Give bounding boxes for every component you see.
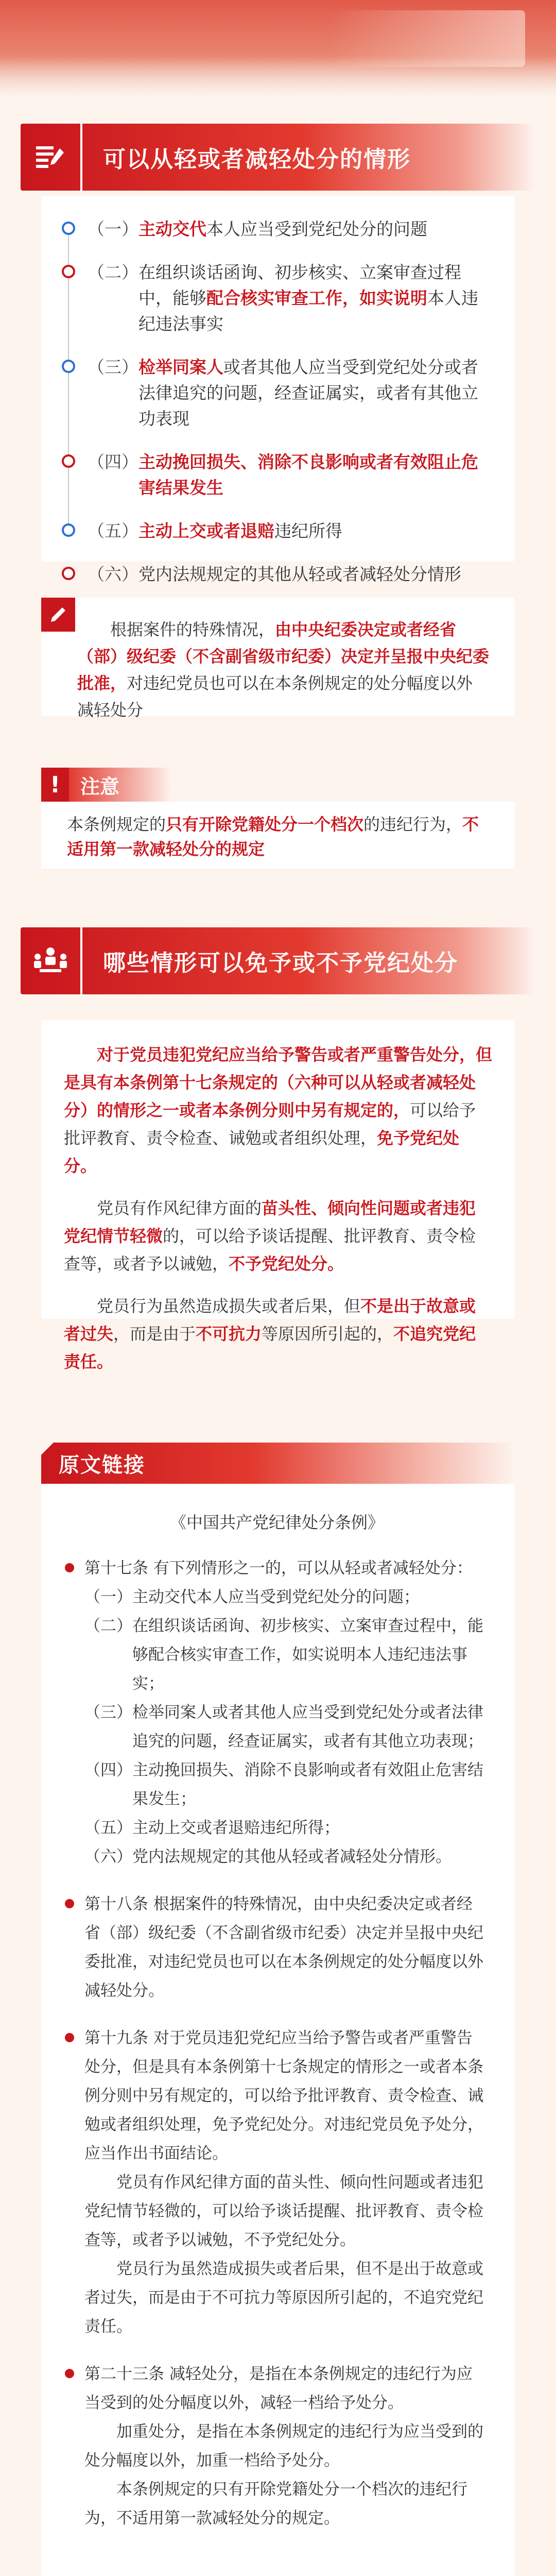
- body-text: 对违纪党员也可以在本条例规定的处分幅度以外减轻处分: [77, 673, 473, 720]
- list-item-text: [138, 354, 494, 432]
- article-19-paragraph: 党员有作风纪律方面的苗头性、倾向性问题或者违犯党纪情节轻微的，可以给予谈话提醒、批评教育、责令检查等，或者予以诫勉，不予党纪处分。: [84, 2173, 483, 2249]
- highlight-text: 不予党纪处分。: [229, 1254, 344, 1274]
- list-item: [62, 260, 494, 337]
- highlight-text: 不可抗力: [196, 1324, 262, 1344]
- original-text-card: [41, 1484, 515, 2576]
- item-number: （一）: [84, 1588, 132, 1606]
- list-item-text: [138, 260, 494, 337]
- highlight-text: 对于党员违犯党纪应当给予警告或者严重警告处分，但是具有本条例第十七条规定的（六种可以从轻或者减轻处分）的情形之一或者本条例分则中另有规定的，: [64, 1045, 493, 1120]
- original-text-header: [41, 1443, 515, 1484]
- list-item-number: （四）: [88, 452, 138, 472]
- article-18-text: 第十八条 根据案件的特殊情况，由中央纪委决定或者经省（部）级纪委（不含副省级市纪委）决定并呈报中央纪委批准，对违纪党员也可以在本条例规定的处分幅度以外减轻处分。: [84, 1895, 483, 2000]
- timeline-dot-icon: [62, 265, 75, 278]
- list-item: [62, 562, 494, 587]
- timeline-dot-icon: [62, 523, 75, 537]
- article-19-paragraph: 党员行为虽然造成损失或者后果，但不是出于故意或者过失，而是由于不可抗力等原因所引起的，不追究党纪责任。: [84, 2260, 483, 2336]
- article-23-paragraph: 第二十三条 减轻处分，是指在本条例规定的违纪行为应当受到的处分幅度以外，减轻一档给予处分。: [84, 2365, 473, 2412]
- timeline-dot-icon: [62, 222, 75, 235]
- item-text: 主动交代本人应当受到党纪处分的问题；: [132, 1588, 420, 1606]
- article-17-item: [84, 1756, 486, 1814]
- item-text: 主动上交或者退赔违纪所得；: [132, 1819, 340, 1837]
- article-17-item: [84, 1583, 486, 1612]
- body-text: 党员行为虽然造成损失或者后果，但: [97, 1296, 361, 1316]
- banner-fade: [0, 57, 556, 98]
- list-item: [62, 354, 494, 432]
- highlight-text: 不追究党纪责任。: [64, 1324, 476, 1371]
- highlight-text: 由中央纪委决定或者经省（部）级纪委（不含副省级市纪委）决定并呈报中央纪委批准，: [77, 620, 490, 693]
- list-pen-icon: [21, 124, 82, 191]
- highlight-text: 不是出于故意或者过失: [64, 1296, 476, 1344]
- meeting-people-icon: [21, 927, 82, 994]
- article-17-intro: 第十七条 有下列情形之一的，可以从轻或者减轻处分：: [84, 1559, 473, 1578]
- highlight-text: 免予党纪处分。: [64, 1128, 460, 1176]
- regulation-title: 《中国共产党纪律处分条例》: [169, 1513, 384, 1532]
- special-case-note: [41, 598, 515, 720]
- item-number: （五）: [84, 1819, 132, 1837]
- article-17: [65, 1554, 489, 1871]
- list-item-number: （一）: [88, 219, 138, 239]
- list-item-number: （六）: [88, 564, 138, 584]
- timeline-dot-icon: [62, 567, 75, 580]
- list-item-number: （二）: [88, 262, 138, 282]
- article-23-paragraph: 加重处分，是指在本条例规定的违纪行为应当受到的处分幅度以外，加重一档给予处分。: [84, 2422, 483, 2470]
- article-17-item: [84, 1698, 486, 1756]
- timeline-dot-icon: [62, 454, 75, 468]
- exemption-paragraph: [64, 1041, 492, 1180]
- list-item-text: [138, 216, 427, 242]
- attention-header: [41, 768, 175, 802]
- section-header-exemption: [21, 927, 535, 994]
- article-23-paragraph: 本条例规定的只有开除党籍处分一个档次的违纪行为，不适用第一款减轻处分的规定。: [84, 2480, 467, 2528]
- attention-box: [41, 768, 515, 871]
- highlight-text: 只有开除党籍处分一个档次: [166, 815, 364, 834]
- item-text: 在组织谈话函询、初步核实、立案审查过程中，能够配合核实审查工作，如实说明本人违纪违法事实；: [132, 1617, 483, 1693]
- item-text: 党内法规规定的其他从轻或者减轻处分情形。: [132, 1848, 451, 1866]
- body-text: 党员有作风纪律方面的: [97, 1198, 262, 1218]
- list-item: [62, 449, 494, 501]
- exemption-paragraph: [64, 1194, 492, 1278]
- highlight-text: 主动交代: [138, 219, 206, 239]
- body-text: 或者其他人应当受到党纪处分或者法律追究的问题，经查证属实，或者有其他立功表现: [138, 357, 478, 429]
- article-19-paragraph: 第十九条 对于党员违犯党纪应当给予警告或者严重警告处分，但是具有本条例第十七条规定的情形之一或者本条例分则中另有规定的，可以给予批评教育、责令检查、诫勉或者组织处理，免予党纪处分。对违纪党员免予处分，应当作出书面结论。: [84, 2029, 483, 2163]
- highlight-text: 配合核实审查工作，如实说明: [206, 288, 427, 308]
- bullet-dot: [65, 2369, 74, 2378]
- highlight-text: 苗头性、倾向性问题或者违犯党纪情节轻微: [64, 1198, 476, 1246]
- attention-label: 注意: [69, 768, 172, 802]
- body-text: 可以给予批评教育、责令检查、诫勉或者组织处理，: [64, 1100, 476, 1148]
- article-19: [65, 2024, 489, 2341]
- body-text: 在组织谈话函询、初步核实、立案审查过程中，能够: [138, 262, 461, 308]
- item-number: （三）: [84, 1703, 132, 1722]
- bullet-dot: [65, 1899, 74, 1908]
- highlight-text: 不适用第一款减轻处分的规定: [67, 815, 479, 859]
- body-text: 本人违纪违法事实: [138, 288, 478, 334]
- highlight-text: 主动上交或者退赔: [138, 521, 274, 541]
- item-number: （六）: [84, 1848, 132, 1866]
- body-text: 违纪所得: [274, 521, 342, 541]
- article-23: [65, 2360, 489, 2533]
- list-item-number: （五）: [88, 521, 138, 541]
- item-text: 主动挽回损失、消除不良影响或者有效阻止危害结果发生；: [132, 1761, 483, 1808]
- article-17-item: [84, 1842, 486, 1871]
- highlight-text: 检举同案人: [138, 357, 223, 377]
- top-banner: [0, 0, 556, 98]
- body-text: 的违纪行为，: [363, 815, 463, 834]
- section-title: 哪些情形可以免予或不予党纪处分: [103, 950, 458, 976]
- bullet-dot: [65, 1563, 74, 1572]
- exemption-paragraph: [64, 1292, 492, 1376]
- body-text: 根据案件的特殊情况，: [110, 620, 275, 639]
- lighter-punishment-list: [41, 196, 515, 584]
- pencil-icon: [41, 598, 75, 632]
- body-text: 本条例规定的: [67, 815, 166, 834]
- list-item: [62, 216, 494, 242]
- exclamation-icon: !: [41, 768, 69, 802]
- body-text: 的，可以给予谈话提醒、批评教育、责令检查等，或者予以诫勉，: [64, 1226, 476, 1274]
- body-text: 本人应当受到党纪处分的问题: [206, 219, 427, 239]
- article-18: [65, 1890, 489, 2005]
- article-17-item: [84, 1814, 486, 1842]
- item-number: （二）: [84, 1617, 132, 1635]
- list-item: [62, 518, 494, 544]
- body-text: ，而是由于: [113, 1324, 196, 1344]
- item-number: （四）: [84, 1761, 132, 1780]
- list-item-text: [138, 449, 494, 501]
- body-text: 等原因所引起的，: [262, 1324, 394, 1344]
- body-text: 党内法规规定的其他从轻或者减轻处分情形: [138, 564, 461, 584]
- attention-text: [41, 802, 515, 869]
- exemption-card: [41, 1020, 515, 1371]
- list-item-number: （三）: [88, 357, 138, 377]
- section-title: 可以从轻或者减轻处分的情形: [103, 146, 411, 173]
- article-17-item: [84, 1612, 486, 1698]
- original-text-title: 原文链接: [59, 1453, 145, 1477]
- list-item-text: [138, 518, 342, 544]
- note-text: [77, 616, 489, 723]
- timeline-dot-icon: [62, 360, 75, 373]
- section-header-lighter-punishment: [21, 124, 535, 191]
- bullet-dot: [65, 2033, 74, 2042]
- item-text: 检举同案人或者其他人应当受到党纪处分或者法律追究的问题，经查证属实，或者有其他立功表现；: [132, 1703, 483, 1751]
- list-item-text: [138, 562, 461, 587]
- highlight-text: 主动挽回损失、消除不良影响或者有效阻止危害结果发生: [138, 452, 478, 498]
